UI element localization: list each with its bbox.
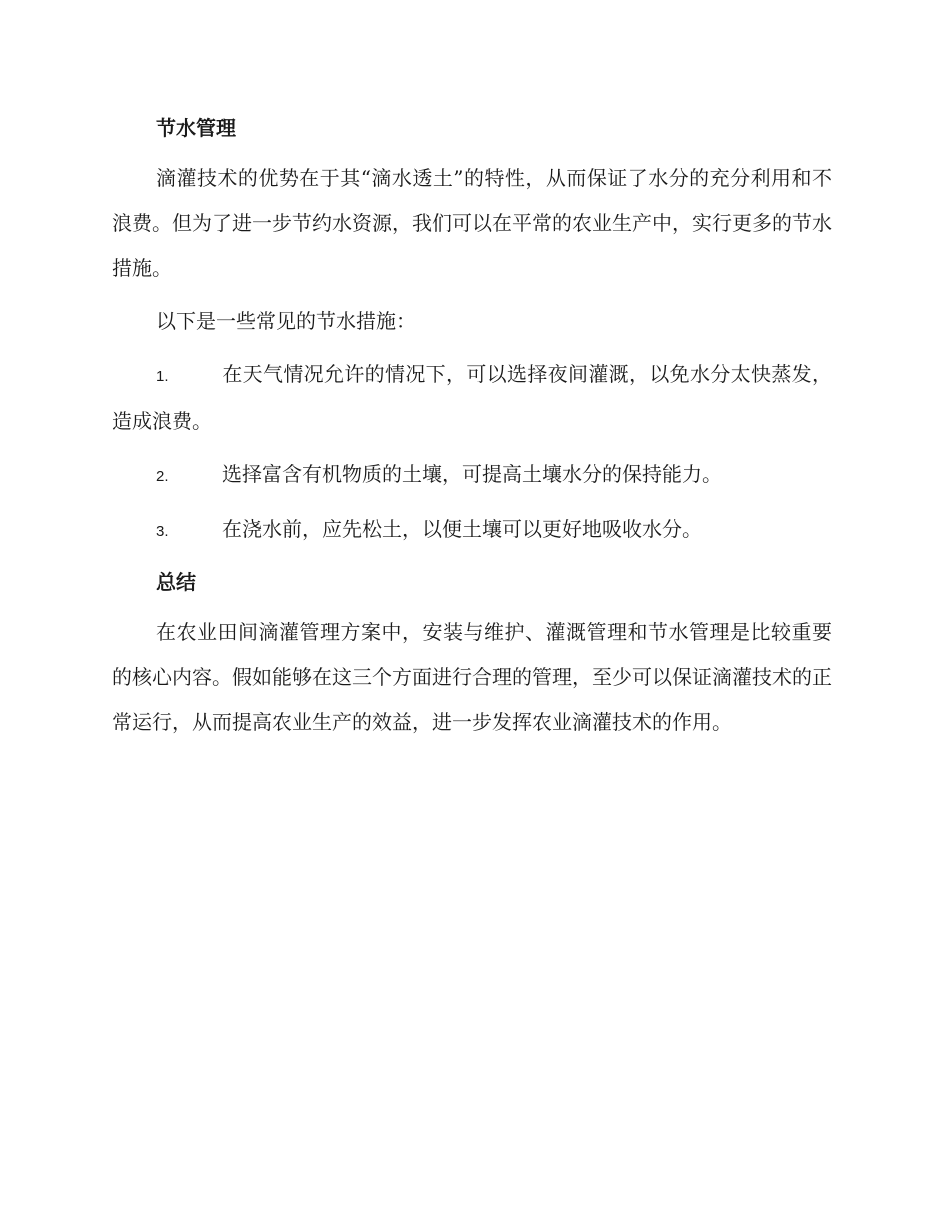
list-item [112, 452, 832, 499]
section-heading-water-saving: 节水管理 [156, 116, 236, 140]
section-heading-summary: 总结 [156, 570, 196, 594]
list-item-text: 在天气情况允许的情况下，可以选择夜间灌溉，以免水分太快蒸发，造成浪费。 [112, 362, 832, 433]
water-saving-list-lead: 以下是一些常见的节水措施： [156, 309, 416, 333]
list-item-number: 3. [156, 523, 169, 540]
list-item-number: 1. [156, 368, 169, 385]
list-item-text: 选择富含有机物质的土壤，可提高土壤水分的保持能力。 [222, 462, 722, 486]
summary-paragraph: 在农业田间滴灌管理方案中，安装与维护、灌溉管理和节水管理是比较重要的核心内容。假如能够在这三个方面进行合理的管理，至少可以保证滴灌技术的正常运行，从而提高农业生产的效益，进一步发挥农业滴灌技术的作用。 [112, 620, 832, 734]
list-item-number: 2. [156, 468, 169, 485]
water-saving-intro-paragraph: 滴灌技术的优势在于其“滴水透土”的特性，从而保证了水分的充分利用和不浪费。但为了进一步节约水资源，我们可以在平常的农业生产中，实行更多的节水措施。 [112, 166, 832, 280]
document-page [112, 108, 832, 753]
list-item [112, 507, 832, 554]
list-item-text: 在浇水前，应先松土，以便土壤可以更好地吸收水分。 [222, 517, 702, 541]
list-item [112, 352, 832, 444]
